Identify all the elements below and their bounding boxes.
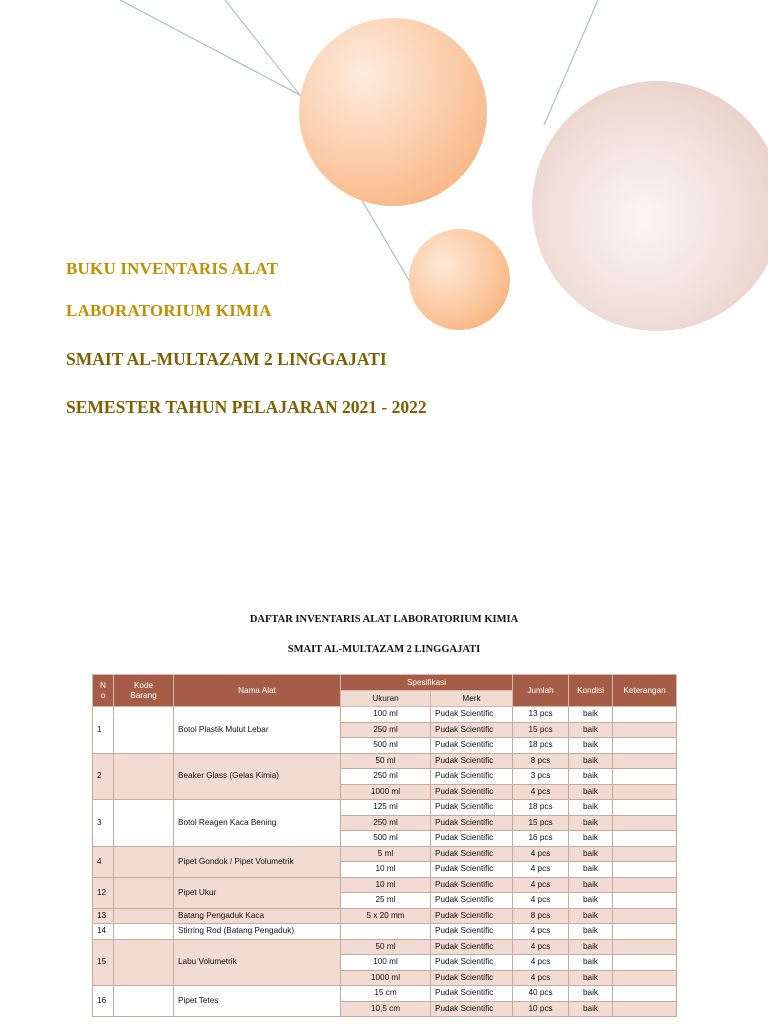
cell-kondisi: baik <box>569 753 613 769</box>
cell-merk: Pudak Scientific <box>431 939 513 955</box>
cell-merk: Pudak Scientific <box>431 784 513 800</box>
header-kode: Kode Barang <box>114 675 174 707</box>
cell-kondisi: baik <box>569 908 613 924</box>
cover-semester: SEMESTER TAHUN PELAJARAN 2021 - 2022 <box>66 397 427 417</box>
doc-heading-line1: DAFTAR INVENTARIS ALAT LABORATORIUM KIMIA <box>249 614 519 625</box>
cell-jumlah: 13 pcs <box>513 707 569 723</box>
deco-circle-pink <box>532 81 768 331</box>
cell-ukuran: 15 cm <box>341 986 431 1002</box>
cell-kondisi: baik <box>569 831 613 847</box>
header-keterangan: Keterangan <box>613 675 677 707</box>
cell-kondisi: baik <box>569 924 613 940</box>
cell-no: 3 <box>93 800 114 847</box>
cell-jumlah: 4 pcs <box>513 877 569 893</box>
cell-jumlah: 4 pcs <box>513 924 569 940</box>
cell-kondisi: baik <box>569 1001 613 1017</box>
cell-merk: Pudak Scientific <box>431 831 513 847</box>
cell-nama-alat: Pipet Tetes <box>174 986 341 1017</box>
cell-jumlah: 4 pcs <box>513 784 569 800</box>
table-row <box>93 924 677 940</box>
cover-school: SMAIT AL-MULTAZAM 2 LINGGAJATI <box>66 349 387 369</box>
cell-jumlah: 15 pcs <box>513 815 569 831</box>
header-merk: Merk <box>431 691 513 707</box>
cell-nama-alat: Stirring Rod (Batang Pengaduk) <box>174 924 341 940</box>
cell-jumlah: 8 pcs <box>513 908 569 924</box>
cell-ukuran: 500 ml <box>341 831 431 847</box>
cell-kode <box>114 753 174 800</box>
cell-kode <box>114 846 174 877</box>
cell-kondisi: baik <box>569 939 613 955</box>
cell-no: 1 <box>93 707 114 754</box>
cell-merk: Pudak Scientific <box>431 862 513 878</box>
cell-kondisi: baik <box>569 955 613 971</box>
header-no: N o <box>93 675 114 707</box>
cell-ukuran: 50 ml <box>341 753 431 769</box>
cover-title-line1: BUKU INVENTARIS ALAT <box>66 259 279 278</box>
cell-jumlah: 4 pcs <box>513 955 569 971</box>
deco-circle-large <box>299 18 487 206</box>
cell-keterangan <box>613 986 677 1002</box>
cell-merk: Pudak Scientific <box>431 908 513 924</box>
cell-ukuran: 500 ml <box>341 738 431 754</box>
cell-kode <box>114 908 174 924</box>
cell-jumlah: 18 pcs <box>513 800 569 816</box>
cell-kondisi: baik <box>569 986 613 1002</box>
cell-merk: Pudak Scientific <box>431 753 513 769</box>
cell-keterangan <box>613 939 677 955</box>
cell-merk: Pudak Scientific <box>431 769 513 785</box>
cell-keterangan <box>613 908 677 924</box>
cell-keterangan <box>613 722 677 738</box>
cell-nama-alat: Botol Reagen Kaca Bening <box>174 800 341 847</box>
inventory-table-body <box>93 707 677 1017</box>
table-row <box>93 707 677 723</box>
cell-kondisi: baik <box>569 846 613 862</box>
cell-jumlah: 3 pcs <box>513 769 569 785</box>
cell-keterangan <box>613 800 677 816</box>
doc-heading-line2: SMAIT AL-MULTAZAM 2 LINGGAJATI <box>287 644 481 655</box>
cell-merk: Pudak Scientific <box>431 707 513 723</box>
cell-jumlah: 4 pcs <box>513 893 569 909</box>
cell-jumlah: 40 pcs <box>513 986 569 1002</box>
cell-kondisi: baik <box>569 877 613 893</box>
cell-kondisi: baik <box>569 800 613 816</box>
cell-merk: Pudak Scientific <box>431 722 513 738</box>
cell-no: 4 <box>93 846 114 877</box>
cell-jumlah: 4 pcs <box>513 846 569 862</box>
cell-no: 13 <box>93 908 114 924</box>
header-kondisi: Kondisi <box>569 675 613 707</box>
cell-kode <box>114 707 174 754</box>
cell-keterangan <box>613 784 677 800</box>
cell-merk: Pudak Scientific <box>431 893 513 909</box>
cell-kondisi: baik <box>569 862 613 878</box>
cell-keterangan <box>613 846 677 862</box>
header-ukuran: Ukuran <box>341 691 431 707</box>
cell-kondisi: baik <box>569 707 613 723</box>
header-jumlah: Jumlah <box>513 675 569 707</box>
cell-ukuran: 10 ml <box>341 877 431 893</box>
cell-ukuran: 50 ml <box>341 939 431 955</box>
cell-merk: Pudak Scientific <box>431 800 513 816</box>
cell-nama-alat: Batang Pengaduk Kaca <box>174 908 341 924</box>
cell-merk: Pudak Scientific <box>431 924 513 940</box>
cell-kondisi: baik <box>569 893 613 909</box>
cell-merk: Pudak Scientific <box>431 1001 513 1017</box>
cell-nama-alat: Botol Plastik Mulut Lebar <box>174 707 341 754</box>
header-nama: Nama Alat <box>174 675 341 707</box>
table-row <box>93 908 677 924</box>
cell-no: 2 <box>93 753 114 800</box>
cell-ukuran: 100 ml <box>341 707 431 723</box>
cell-ukuran: 5 x 20 mm <box>341 908 431 924</box>
cell-merk: Pudak Scientific <box>431 970 513 986</box>
cell-kode <box>114 939 174 986</box>
cell-merk: Pudak Scientific <box>431 955 513 971</box>
header-spesifikasi: Spesifikasi <box>341 675 513 691</box>
cell-kode <box>114 877 174 908</box>
cell-nama-alat: Pipet Gondok / Pipet Volumetrik <box>174 846 341 877</box>
cell-keterangan <box>613 955 677 971</box>
cell-ukuran: 10,5 cm <box>341 1001 431 1017</box>
table-row <box>93 800 677 816</box>
cell-keterangan <box>613 815 677 831</box>
cell-jumlah: 4 pcs <box>513 970 569 986</box>
cell-keterangan <box>613 924 677 940</box>
table-row <box>93 753 677 769</box>
cell-ukuran: 125 ml <box>341 800 431 816</box>
table-row <box>93 939 677 955</box>
cover-title-line2: LABORATORIUM KIMIA <box>66 301 272 320</box>
cell-keterangan <box>613 970 677 986</box>
cell-jumlah: 4 pcs <box>513 939 569 955</box>
cell-nama-alat: Labu Volumetrik <box>174 939 341 986</box>
cell-keterangan <box>613 893 677 909</box>
cell-keterangan <box>613 1001 677 1017</box>
cell-jumlah: 15 pcs <box>513 722 569 738</box>
deco-line-1 <box>120 0 300 95</box>
table-row <box>93 877 677 893</box>
cell-kondisi: baik <box>569 970 613 986</box>
cell-keterangan <box>613 877 677 893</box>
cell-no: 14 <box>93 924 114 940</box>
cell-keterangan <box>613 753 677 769</box>
cell-keterangan <box>613 738 677 754</box>
cell-keterangan <box>613 831 677 847</box>
cell-ukuran: 250 ml <box>341 722 431 738</box>
table-row <box>93 986 677 1002</box>
cell-kode <box>114 924 174 940</box>
cell-ukuran: 100 ml <box>341 955 431 971</box>
cell-kondisi: baik <box>569 815 613 831</box>
cell-ukuran: 10 ml <box>341 862 431 878</box>
cell-ukuran <box>341 924 431 940</box>
cell-merk: Pudak Scientific <box>431 846 513 862</box>
cell-jumlah: 10 pcs <box>513 1001 569 1017</box>
cell-keterangan <box>613 769 677 785</box>
cell-ukuran: 25 ml <box>341 893 431 909</box>
cell-ukuran: 250 ml <box>341 815 431 831</box>
cell-jumlah: 18 pcs <box>513 738 569 754</box>
cell-keterangan <box>613 862 677 878</box>
cell-keterangan <box>613 707 677 723</box>
cell-merk: Pudak Scientific <box>431 738 513 754</box>
cell-kode <box>114 986 174 1017</box>
deco-circle-small <box>409 229 510 330</box>
table-row <box>93 846 677 862</box>
cell-ukuran: 1000 ml <box>341 784 431 800</box>
cell-kondisi: baik <box>569 784 613 800</box>
cell-jumlah: 16 pcs <box>513 831 569 847</box>
cell-ukuran: 250 ml <box>341 769 431 785</box>
cell-kondisi: baik <box>569 769 613 785</box>
cell-merk: Pudak Scientific <box>431 815 513 831</box>
cell-nama-alat: Pipet Ukur <box>174 877 341 908</box>
cell-nama-alat: Beaker Glass (Gelas Kimia) <box>174 753 341 800</box>
cell-jumlah: 8 pcs <box>513 753 569 769</box>
cell-no: 12 <box>93 877 114 908</box>
cell-ukuran: 1000 ml <box>341 970 431 986</box>
cell-no: 16 <box>93 986 114 1017</box>
cell-kode <box>114 800 174 847</box>
cell-ukuran: 5 ml <box>341 846 431 862</box>
cell-no: 15 <box>93 939 114 986</box>
deco-line-2 <box>225 0 300 95</box>
cell-jumlah: 4 pcs <box>513 862 569 878</box>
inventory-table <box>92 674 677 1017</box>
cell-merk: Pudak Scientific <box>431 877 513 893</box>
cell-merk: Pudak Scientific <box>431 986 513 1002</box>
cell-kondisi: baik <box>569 722 613 738</box>
cell-kondisi: baik <box>569 738 613 754</box>
